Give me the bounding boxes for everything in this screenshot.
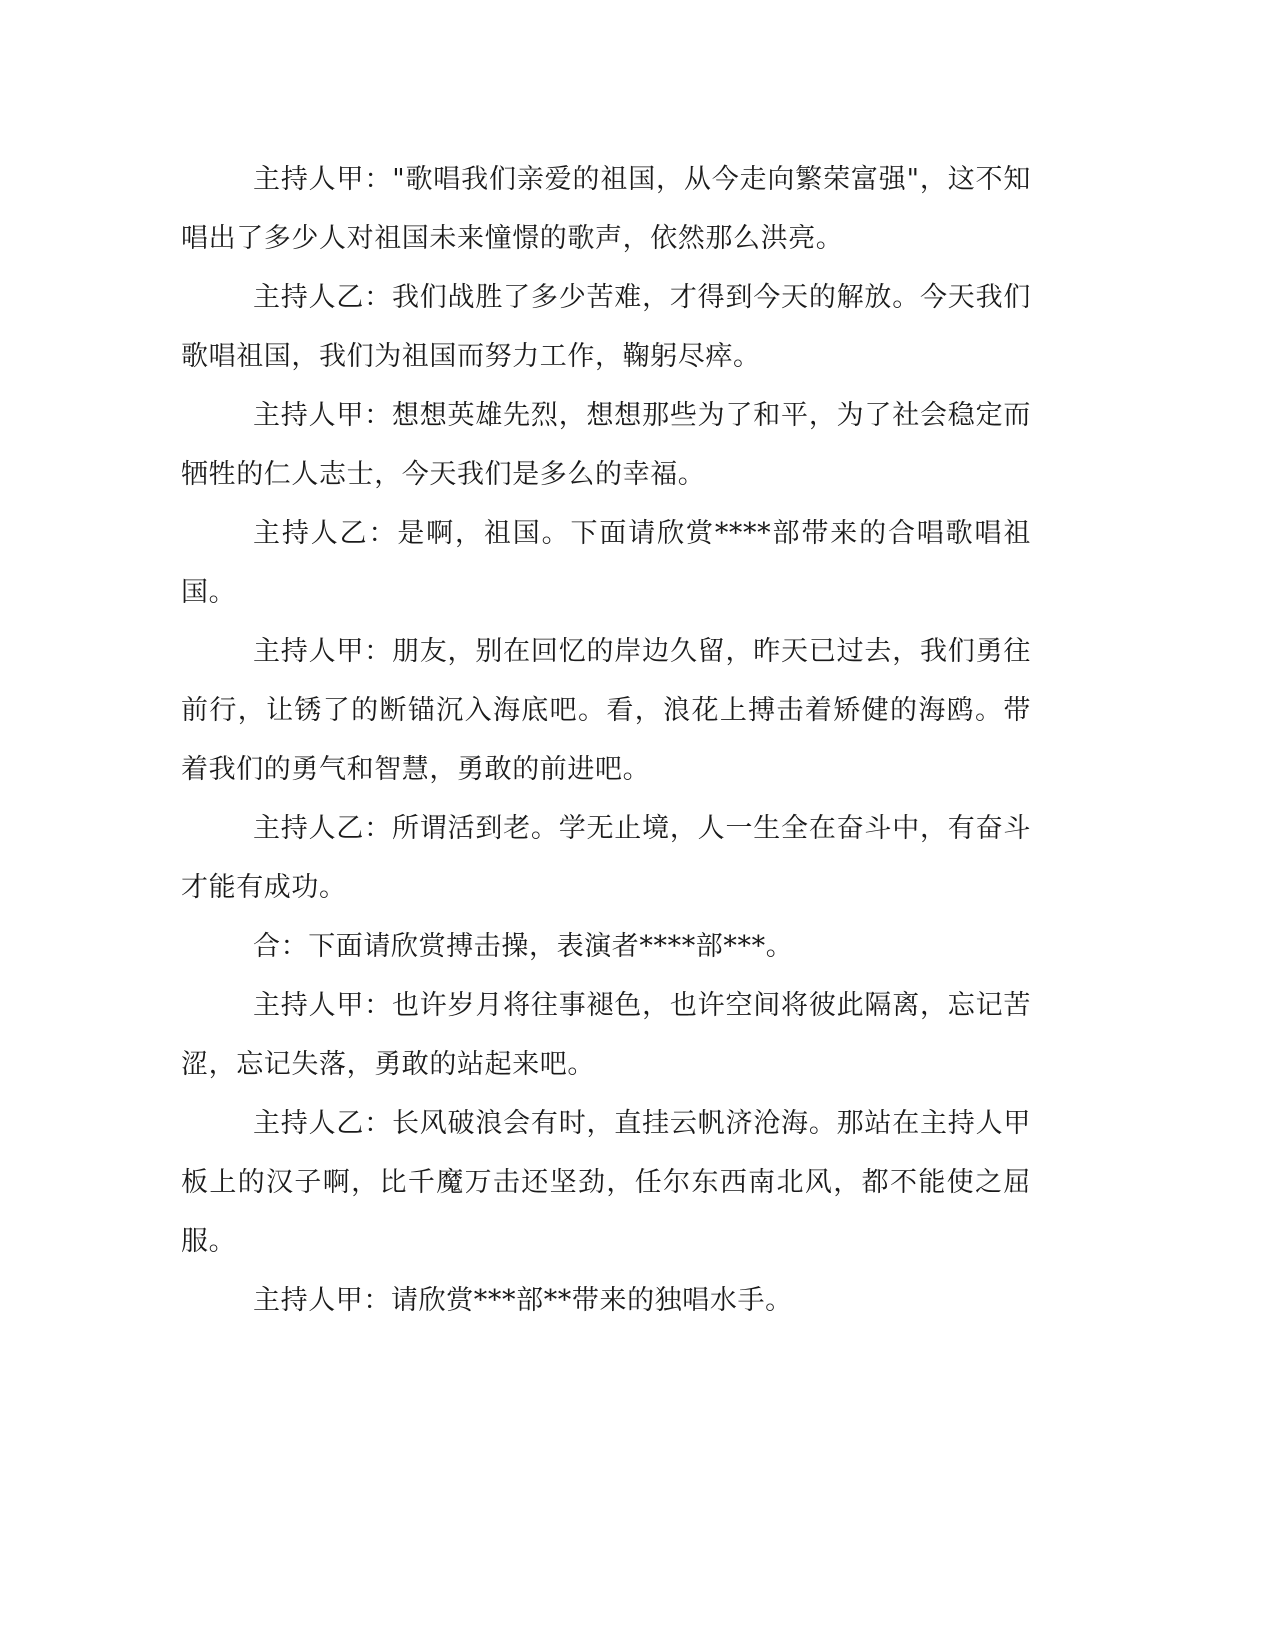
paragraph-8: 主持人甲：也许岁月将往事褪色，也许空间将彼此隔离，忘记苦涩，忘记失落，勇敢的站起来吧。 xyxy=(181,990,1031,1080)
paragraph-3: 主持人甲：想想英雄先烈，想想那些为了和平，为了社会稳定而牺牲的仁人志士，今天我们是多么的幸福。 xyxy=(181,400,1031,490)
paragraph-5: 主持人甲：朋友，别在回忆的岸边久留，昨天已过去，我们勇往前行，让锈了的断锚沉入海底吧。看，浪花上搏击着矫健的海鸥。带着我们的勇气和智慧，勇敢的前进吧。 xyxy=(181,636,1031,785)
paragraph-9: 主持人乙：长风破浪会有时，直挂云帆济沧海。那站在主持人甲板上的汉子啊，比千魔万击还坚劲，任尔东西南北风，都不能使之屈服。 xyxy=(181,1108,1031,1257)
document-body xyxy=(181,150,1031,1330)
paragraph-4: 主持人乙：是啊，祖国。下面请欣赏****部带来的合唱歌唱祖国。 xyxy=(181,518,1031,608)
paragraph-10: 主持人甲：请欣赏***部**带来的独唱水手。 xyxy=(253,1285,793,1316)
paragraph-6: 主持人乙：所谓活到老。学无止境，人一生全在奋斗中，有奋斗才能有成功。 xyxy=(181,813,1031,903)
paragraph-7: 合：下面请欣赏搏击操，表演者****部***。 xyxy=(253,931,794,962)
paragraph-1: 主持人甲："歌唱我们亲爱的祖国，从今走向繁荣富强"，这不知唱出了多少人对祖国未来憧憬的歌声，依然那么洪亮。 xyxy=(181,164,1031,254)
paragraph-2: 主持人乙：我们战胜了多少苦难，才得到今天的解放。今天我们歌唱祖国，我们为祖国而努力工作，鞠躬尽瘁。 xyxy=(181,282,1031,372)
